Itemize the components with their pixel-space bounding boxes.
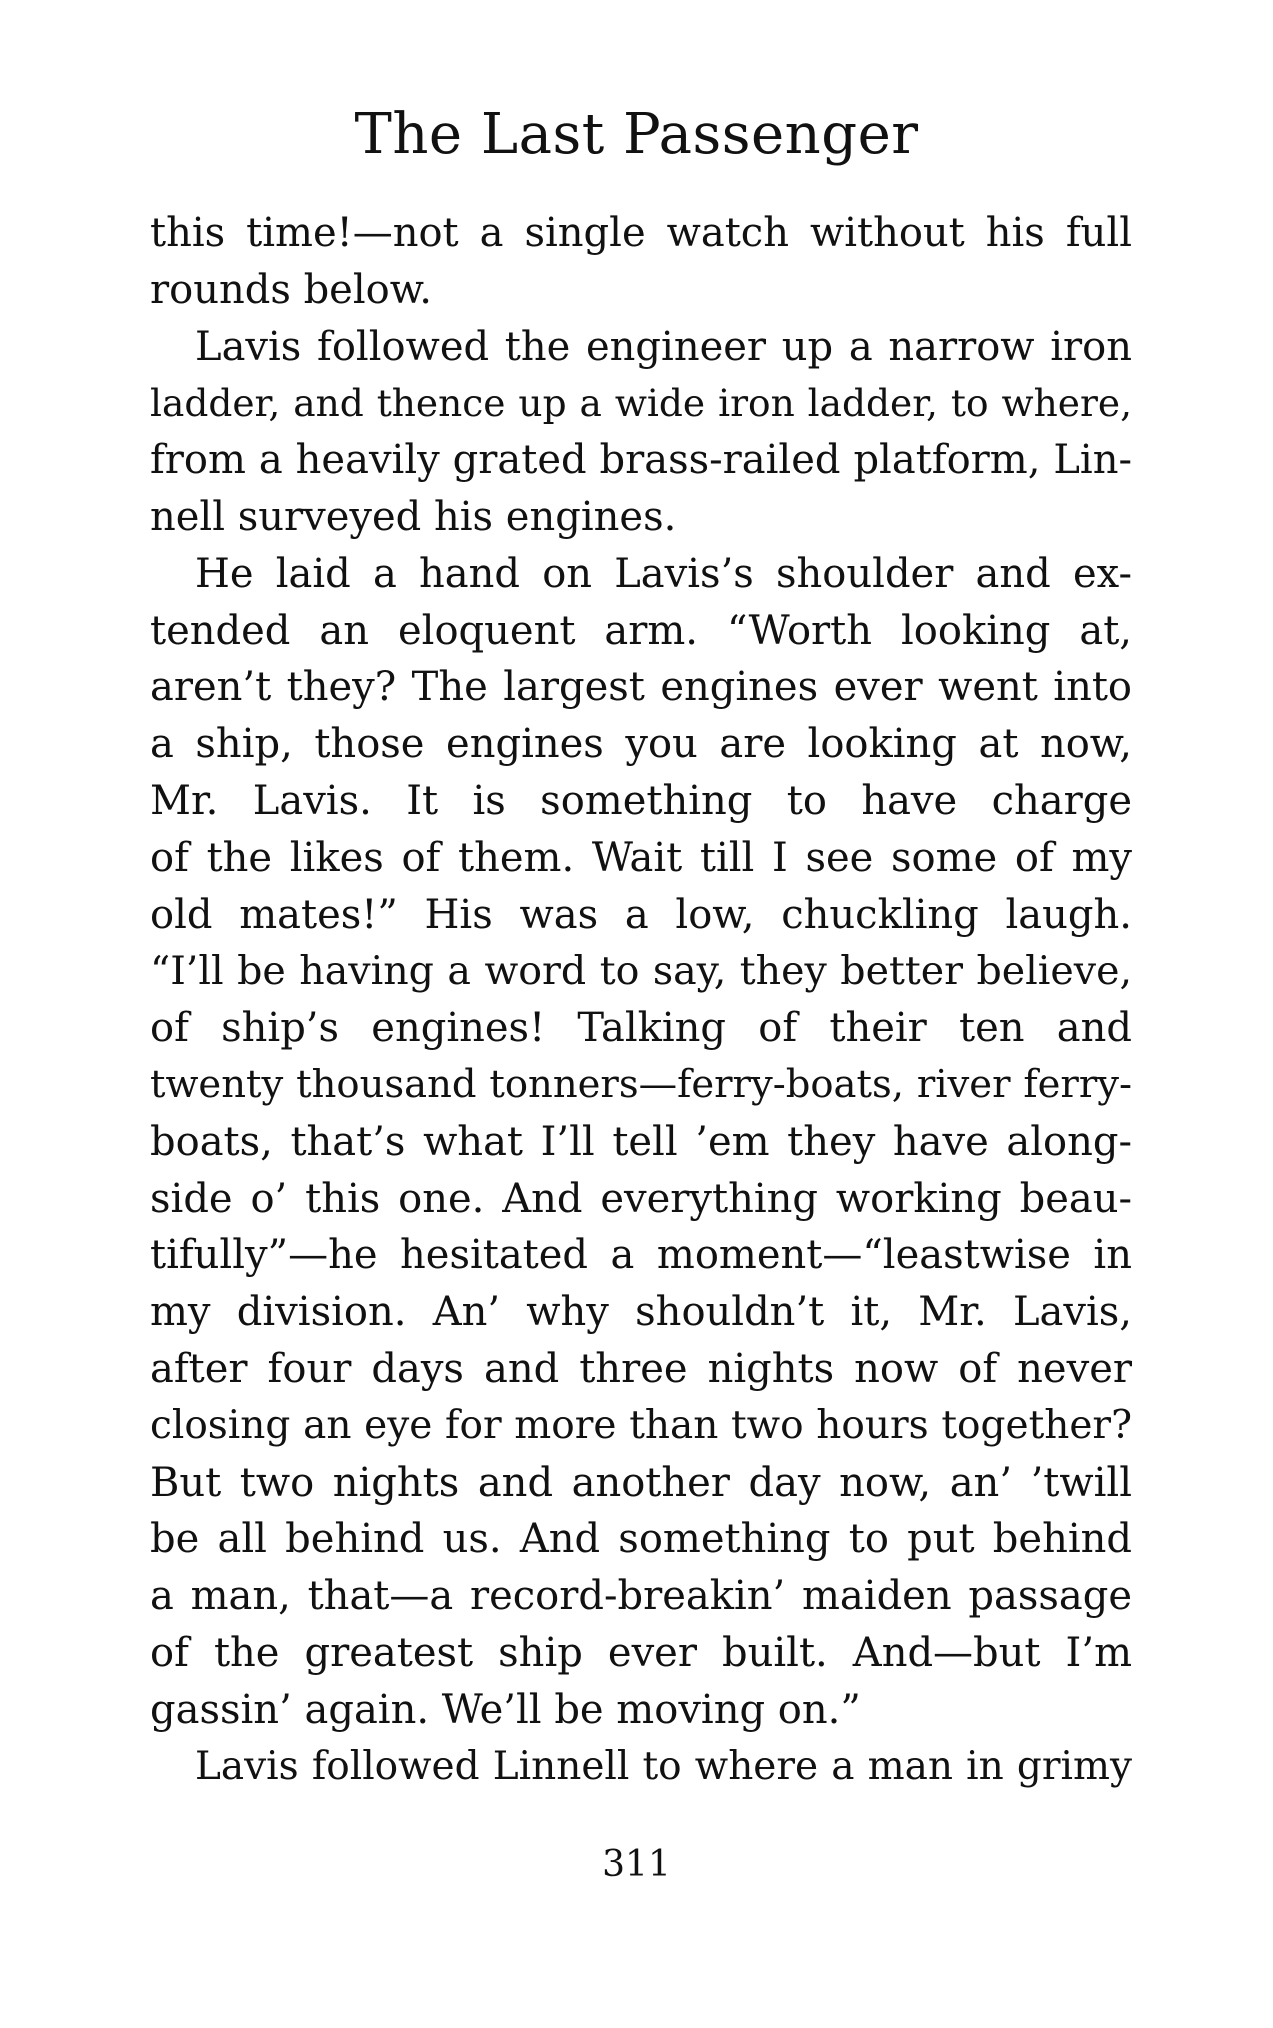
text-line: side o’ this one. And everything working beau- (150, 1175, 1132, 1222)
text-line: aren’t they? The largest engines ever went into (150, 664, 1132, 711)
text-line: rounds below. (150, 266, 432, 313)
text-line: be all behind us. And something to put behind (150, 1516, 1132, 1563)
text-line: gassin’ again. We’ll be moving on.” (150, 1686, 861, 1733)
text-line: my division. An’ why shouldn’t it, Mr. Lavis, (150, 1289, 1132, 1336)
running-head: The Last Passenger (354, 102, 919, 167)
text-line: Lavis followed Linnell to where a man in grimy (195, 1743, 1132, 1789)
text-line: But two nights and another day now, an’ ’twill (150, 1459, 1132, 1506)
text-line: boats, that’s what I’ll tell ’em they have along- (150, 1118, 1132, 1165)
text-line: “I’ll be having a word to say, they better believe, (150, 948, 1132, 995)
text-line: tifully”—he hesitated a moment—“leastwise in (150, 1232, 1132, 1279)
text-line: Mr. Lavis. It is something to have charge (150, 777, 1132, 824)
text-line: of ship’s engines! Talking of their ten and (150, 1005, 1132, 1052)
text-line: a ship, those engines you are looking at now, (150, 721, 1132, 768)
text-line: a man, that—a record-breakin’ maiden passage (150, 1573, 1132, 1620)
page-number: 311 (602, 1844, 671, 1885)
text-line: from a heavily grated brass-railed platform, Lin- (150, 437, 1132, 484)
text-line: ladder, and thence up a wide iron ladder, to where, (150, 381, 1132, 426)
text-line: old mates!” His was a low, chuckling laugh. (150, 891, 1132, 938)
text-line: closing an eye for more than two hours together? (150, 1402, 1132, 1448)
text-line: twenty thousand tonners—ferry-boats, river ferry- (150, 1061, 1132, 1107)
text-line: after four days and three nights now of never (150, 1345, 1132, 1392)
text-line: this time!—not a single watch without his full (150, 210, 1132, 256)
body-text (150, 205, 1132, 1795)
text-line: nell surveyed his engines. (150, 493, 677, 540)
text-line: tended an eloquent arm. “Worth looking at, (150, 607, 1132, 654)
text-line: of the greatest ship ever built. And—but I’m (150, 1629, 1132, 1676)
text-line: of the likes of them. Wait till I see some of my (150, 834, 1132, 881)
text-line: He laid a hand on Lavis’s shoulder and ex- (195, 550, 1132, 597)
text-line: Lavis followed the engineer up a narrow iron (195, 323, 1132, 370)
